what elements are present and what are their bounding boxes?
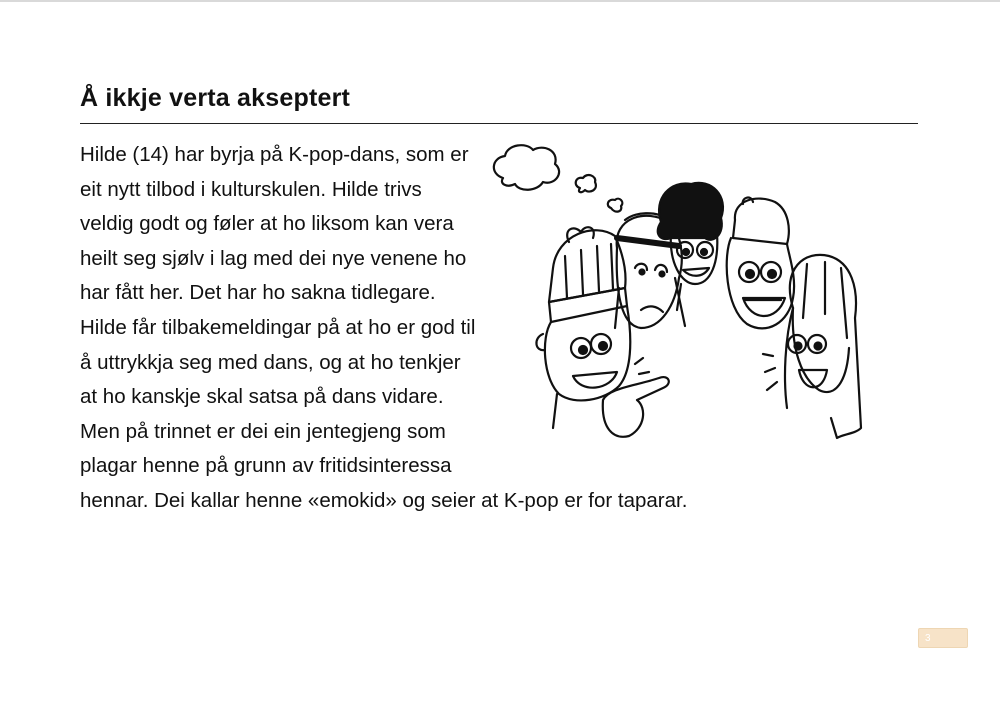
title-underline <box>80 123 918 124</box>
paragraph-text: Hilde (14) har byrja på K-pop-dans, som er eit nytt tilbod i kulturskulen. Hilde trivs veldig godt og føler at ho liksom kan vera heilt seg sjølv i lag med dei nye venene ho har fått her. Det har ho sakna tidlegare. Hilde får tilbakemeldingar på at ho er god til å uttrykkja seg med dans, og at ho tenkjer at ho kanskje skal satsa på dans vidare. Men på trinnet er dei ein jentegjeng som plagar henne på grunn av fritidsinteressa hennar. Dei kallar henne «emokid» og seier at K-pop er for taparar. <box>80 143 688 512</box>
article-body <box>80 138 900 519</box>
page-number: 3 <box>918 628 968 648</box>
group-of-cartoon-teens-icon <box>485 138 900 464</box>
top-border <box>0 0 1000 2</box>
page-title: Å ikkje verta akseptert <box>80 84 351 112</box>
illustration <box>485 138 900 464</box>
